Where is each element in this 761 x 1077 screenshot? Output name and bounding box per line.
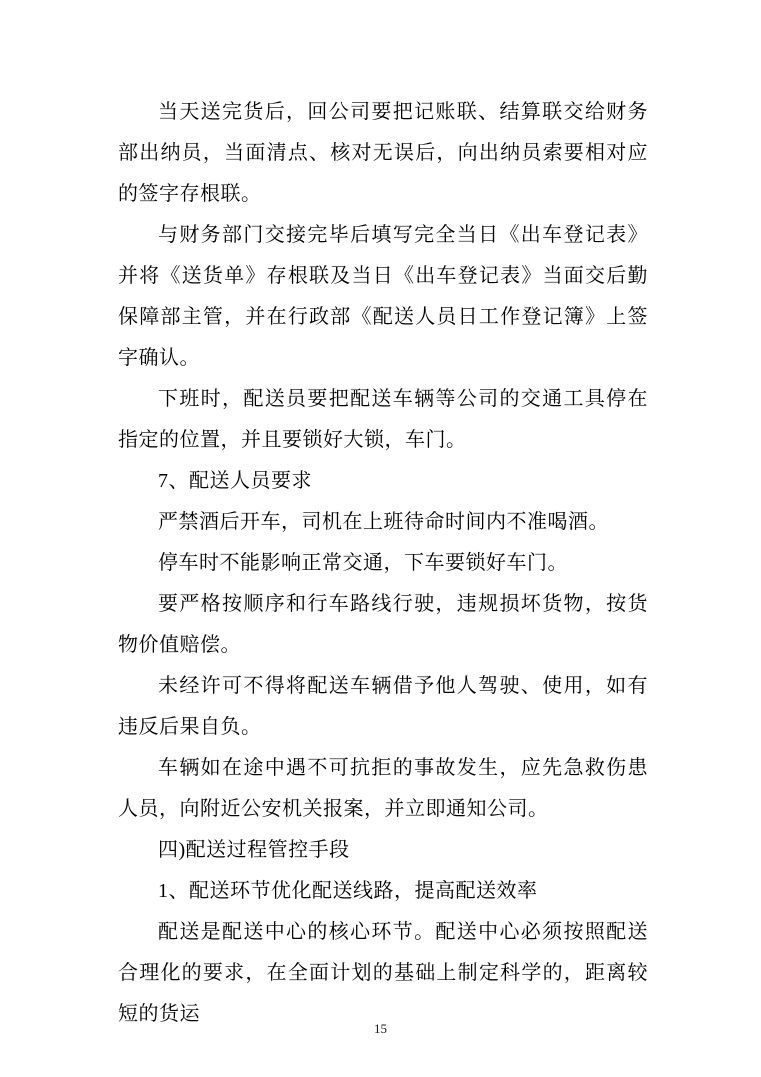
paragraph-registration-form: 与财务部门交接完毕后填写完全当日《出车登记表》并将《送货单》存根联及当日《出车登记表》当面交后勤保障部主管，并在行政部《配送人员日工作登记簿》上签字确认。 [118,224,648,369]
paragraph-no-lending-vehicle: 未经许可不得将配送车辆借予他人驾驶、使用，如有违反后果自负。 [118,675,648,738]
paragraph-parking-rules: 停车时不能影响正常交通，下车要锁好车门。 [158,552,568,574]
paragraph-distribution-core: 配送是配送中心的核心环节。配送中心必须按照配送合理化的要求，在全面计划的基础上制定科学的，距离较短的货运 [118,921,648,1025]
paragraph-settlement-handover: 当天送完货后，回公司要把记账联、结算联交给财务部出纳员，当面清点、核对无误后，向出纳员索要相对应的签字存根联。 [118,101,648,205]
heading-personnel-requirements: 7、配送人员要求 [158,470,312,492]
document-body [118,92,648,1035]
page-number: 15 [374,1021,387,1036]
paragraph-route-compliance: 要严格按顺序和行车路线行驶，违规损坏货物，按货物价值赔偿。 [118,593,648,656]
paragraph-vehicle-parking: 下班时，配送员要把配送车辆等公司的交通工具停在指定的位置，并且要锁好大锁，车门。 [118,388,648,451]
heading-process-control: 四)配送过程管控手段 [158,839,350,861]
paragraph-no-drunk-driving: 严禁酒后开车，司机在上班待命时间内不准喝酒。 [158,511,609,533]
heading-route-optimization: 1、配送环节优化配送线路，提高配送效率 [158,880,538,902]
paragraph-accident-procedure: 车辆如在途中遇不可抗拒的事故发生，应先急救伤患人员，向附近公安机关报案，并立即通知公司。 [118,757,648,820]
